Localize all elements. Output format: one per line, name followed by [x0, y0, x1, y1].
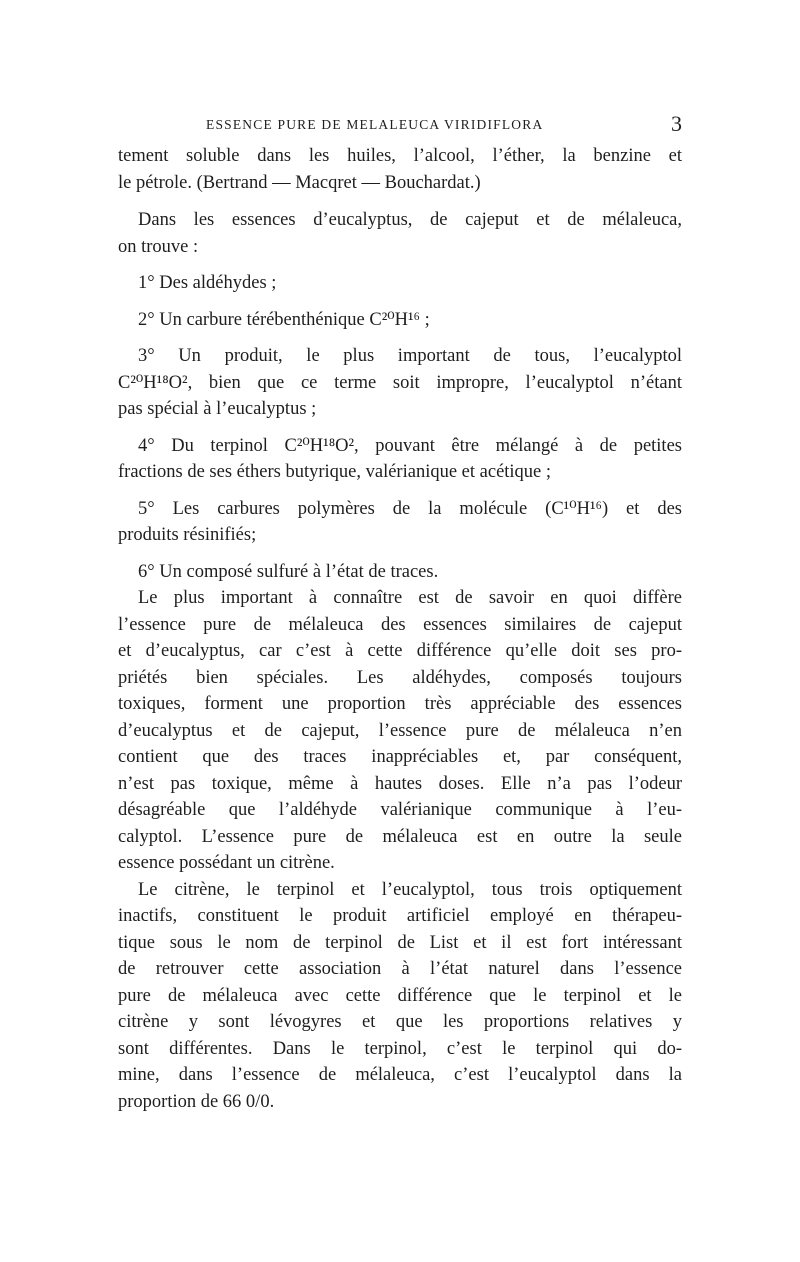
text-line: produits résinifiés;: [118, 525, 257, 545]
paragraph-3: [118, 585, 682, 877]
list-item-6: [118, 559, 682, 586]
running-header: [118, 113, 682, 139]
paragraph-2: [118, 207, 682, 260]
text-line: 3° Un produit, le plus important de tous, l’eucalyptol: [138, 346, 682, 366]
text-line: 5° Les carbures polymères de la molécule (C¹⁰H¹⁶) et des: [138, 498, 682, 519]
text-line: le pétrole. (Bertrand — Macqret — Bouchardat.): [118, 172, 481, 193]
text-line: d’eucalyptus et de cajeput, l’essence pure de mélaleuca n’en: [118, 720, 682, 741]
text-line: citrène y sont lévogyres et que les proportions relatives y: [118, 1012, 682, 1032]
text-line: 4° Du terpinol C²⁰H¹⁸O², pouvant être mélangé à de petites: [138, 435, 682, 456]
paragraph-4: [118, 877, 682, 1116]
text-line: contient que des traces inappréciables et, par conséquent,: [118, 747, 682, 767]
text-line: calyptol. L’essence pure de mélaleuca est en outre la seule: [118, 826, 682, 847]
text-line: sont différentes. Dans le terpinol, c’est le terpinol qui do-: [118, 1038, 682, 1059]
text-line: mine, dans l’essence de mélaleuca, c’est l’eucalyptol dans la: [118, 1065, 682, 1085]
text-line: essence possédant un citrène.: [118, 853, 335, 873]
text-line: pas spécial à l’eucalyptus ;: [118, 399, 317, 419]
text-line: inactifs, constituent le produit artificiel employé en thérapeu-: [118, 906, 682, 926]
text-line: pure de mélaleuca avec cette différence que le terpinol et le: [118, 985, 682, 1006]
text-line: priétés bien spéciales. Les aldéhydes, composés toujours: [118, 667, 682, 688]
running-title: ESSENCE PURE DE MELALEUCA VIRIDIFLORA: [206, 117, 544, 132]
text-line: l’essence pure de mélaleuca des essences similaires de cajeput: [118, 614, 682, 635]
text-line: proportion de 66 0/0.: [118, 1091, 275, 1112]
page-number: 3: [671, 111, 682, 136]
text-line: et d’eucalyptus, car c’est à cette différence qu’elle doit ses pro-: [118, 641, 682, 661]
text-line: on trouve :: [118, 236, 199, 257]
body-text: [118, 143, 682, 1115]
text-line: Dans les essences d’eucalyptus, de cajeput et de mélaleuca,: [138, 210, 682, 230]
text-line: de retrouver cette association à l’état naturel dans l’essence: [118, 959, 682, 979]
list-item-1: [118, 270, 682, 297]
text-line: C²⁰H¹⁸O², bien que ce terme soit impropre, l’eucalyptol n’étant: [118, 372, 682, 393]
text-line: tement soluble dans les huiles, l’alcool, l’éther, la benzine et: [118, 146, 682, 166]
text-line: 6° Un composé sulfuré à l’état de traces.: [138, 561, 439, 582]
list-item-3: [118, 343, 682, 423]
text-line: toxiques, forment une proportion très appréciable des essences: [118, 694, 682, 714]
paragraph-1: [118, 143, 682, 196]
text-line: tique sous le nom de terpinol de List et il est fort intéressant: [118, 932, 682, 953]
text-line: désagréable que l’aldéhyde valérianique communique à l’eu-: [118, 800, 682, 820]
list-item-4: [118, 433, 682, 486]
text-line: 2° Un carbure térébenthénique C²⁰H¹⁶ ;: [138, 309, 430, 330]
text-line: n’est pas toxique, même à hautes doses. Elle n’a pas l’odeur: [118, 773, 682, 794]
text-line: Le citrène, le terpinol et l’eucalyptol, tous trois optiquement: [138, 879, 682, 900]
text-line: Le plus important à connaître est de savoir en quoi diffère: [138, 588, 682, 608]
list-item-5: [118, 496, 682, 549]
text-line: 1° Des aldéhydes ;: [138, 273, 277, 293]
list-item-2: [118, 307, 682, 334]
text-line: fractions de ses éthers butyrique, valérianique et acétique ;: [118, 462, 552, 482]
